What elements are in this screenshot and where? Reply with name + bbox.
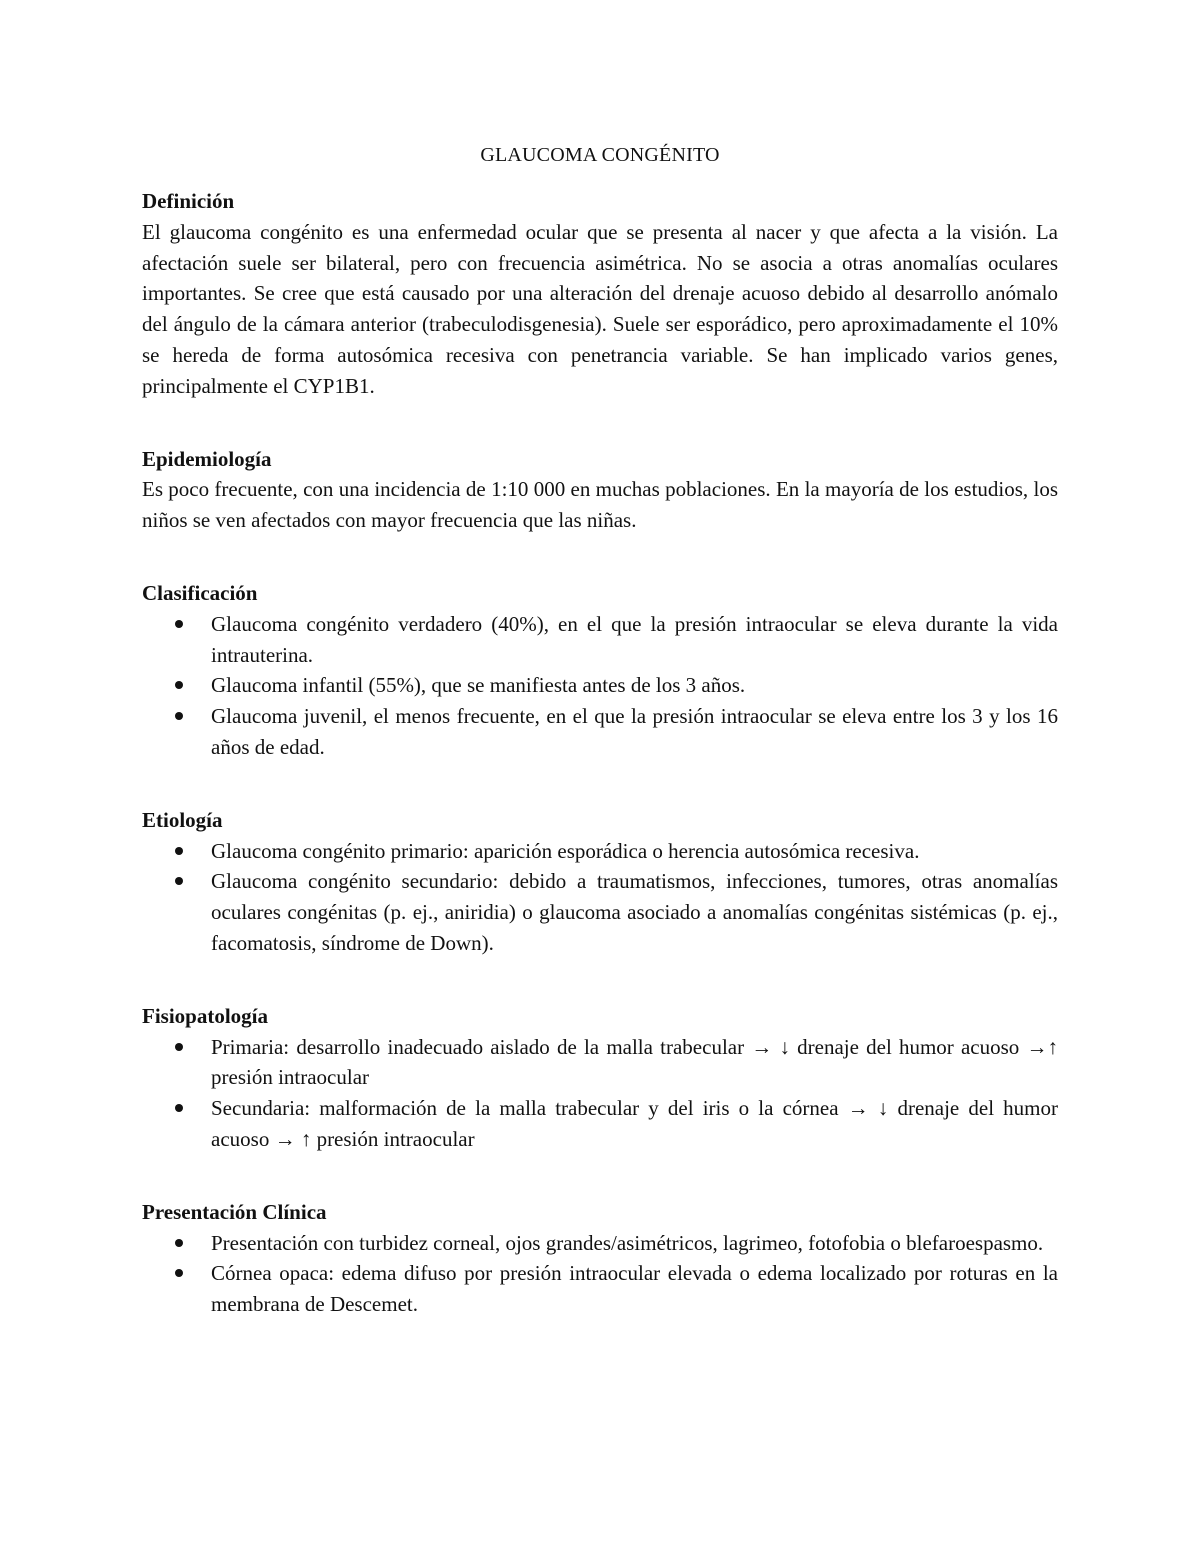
bullet-icon [175,1104,183,1112]
section-clasificacion [142,578,1058,763]
list-item-text: Glaucoma congénito secundario: debido a traumatismos, infecciones, tumores, otras anomalías oculares congénitas (p. ej., aniridia) o glaucoma asociado a anomalías congénitas sistémicas (p. ej., facomatosis, síndrome de Down). [211,869,1058,955]
list-item [142,609,1058,671]
bullet-icon [175,620,183,628]
list-item [142,670,1058,701]
list-item-text: Glaucoma infantil (55%), que se manifiesta antes de los 3 años. [211,673,746,698]
list-item [142,701,1058,763]
bullet-icon [175,877,183,885]
section-heading: Definición [142,189,235,213]
section-heading: Fisiopatología [142,1003,269,1028]
list-item-text: Secundaria: malformación de la malla trabecular y del iris o la córnea → ↓ drenaje del humor acuoso → ↑ presión intraocular [211,1096,1058,1151]
list-item [142,836,1058,867]
bullet-list [142,1032,1058,1155]
list-item-text: Glaucoma congénito verdadero (40%), en el que la presión intraocular se eleva durante la vida intrauterina. [211,611,1058,667]
bullet-icon [175,681,183,689]
list-item-text: Glaucoma congénito primario: aparición esporádica o herencia autosómica recesiva. [211,838,920,863]
list-item [142,1258,1058,1320]
section-paragraph: Es poco frecuente, con una incidencia de 1:10 000 en muchas poblaciones. En la mayoría de los estudios, los niños se ven afectados con mayor frecuencia que las niñas. [142,477,1058,533]
bullet-icon [175,1239,183,1247]
bullet-icon [175,847,183,855]
section-heading: Clasificación [142,580,258,605]
list-item-text: Primaria: desarrollo inadecuado aislado de la malla trabecular → ↓ drenaje del humor acuoso →↑ presión intraocular [211,1034,1058,1090]
list-item-text: Presentación con turbidez corneal, ojos grandes/asimétricos, lagrimeo, fotofobia o blefaroespasmo. [211,1230,1044,1255]
section-etiologia [142,805,1058,959]
list-item-text: Córnea opaca: edema difuso por presión intraocular elevada o edema localizado por roturas en la membrana de Descemet. [211,1261,1058,1317]
bullet-icon [175,1269,183,1277]
bullet-icon [175,712,183,720]
bullet-list [142,836,1058,959]
list-item [142,1228,1058,1259]
section-heading: Epidemiología [142,446,272,471]
section-epidemiologia [142,444,1058,536]
bullet-list [142,609,1058,763]
document-page [142,140,1058,1320]
section-heading: Presentación Clínica [142,1199,327,1224]
section-definicion [142,186,1058,402]
section-presentacion-clinica [142,1197,1058,1320]
bullet-icon [175,1043,183,1051]
list-item [142,1093,1058,1155]
document-title: GLAUCOMA CONGÉNITO [480,144,720,166]
list-item-text: Glaucoma juvenil, el menos frecuente, en el que la presión intraocular se eleva entre los 3 y los 16 años de edad. [211,704,1058,759]
section-fisiopatologia [142,1001,1058,1155]
list-item [142,1032,1058,1094]
list-item [142,866,1058,958]
bullet-list [142,1228,1058,1320]
section-heading: Etiología [142,807,223,832]
section-paragraph: El glaucoma congénito es una enfermedad ocular que se presenta al nacer y que afecta a la visión. La afectación suele ser bilateral, pero con frecuencia asimétrica. No se asocia a otras anomalías oculares importantes. Se cree que está causado por una alteración del drenaje acuoso debido al desarrollo anómalo del ángulo de la cámara anterior (trabeculodisgenesia). Suele ser esporádico, pero aproximadamente el 10% se hereda de forma autosómica recesiva con penetrancia variable. Se han implicado varios genes, principalmente el CYP1B1. [142,219,1058,398]
